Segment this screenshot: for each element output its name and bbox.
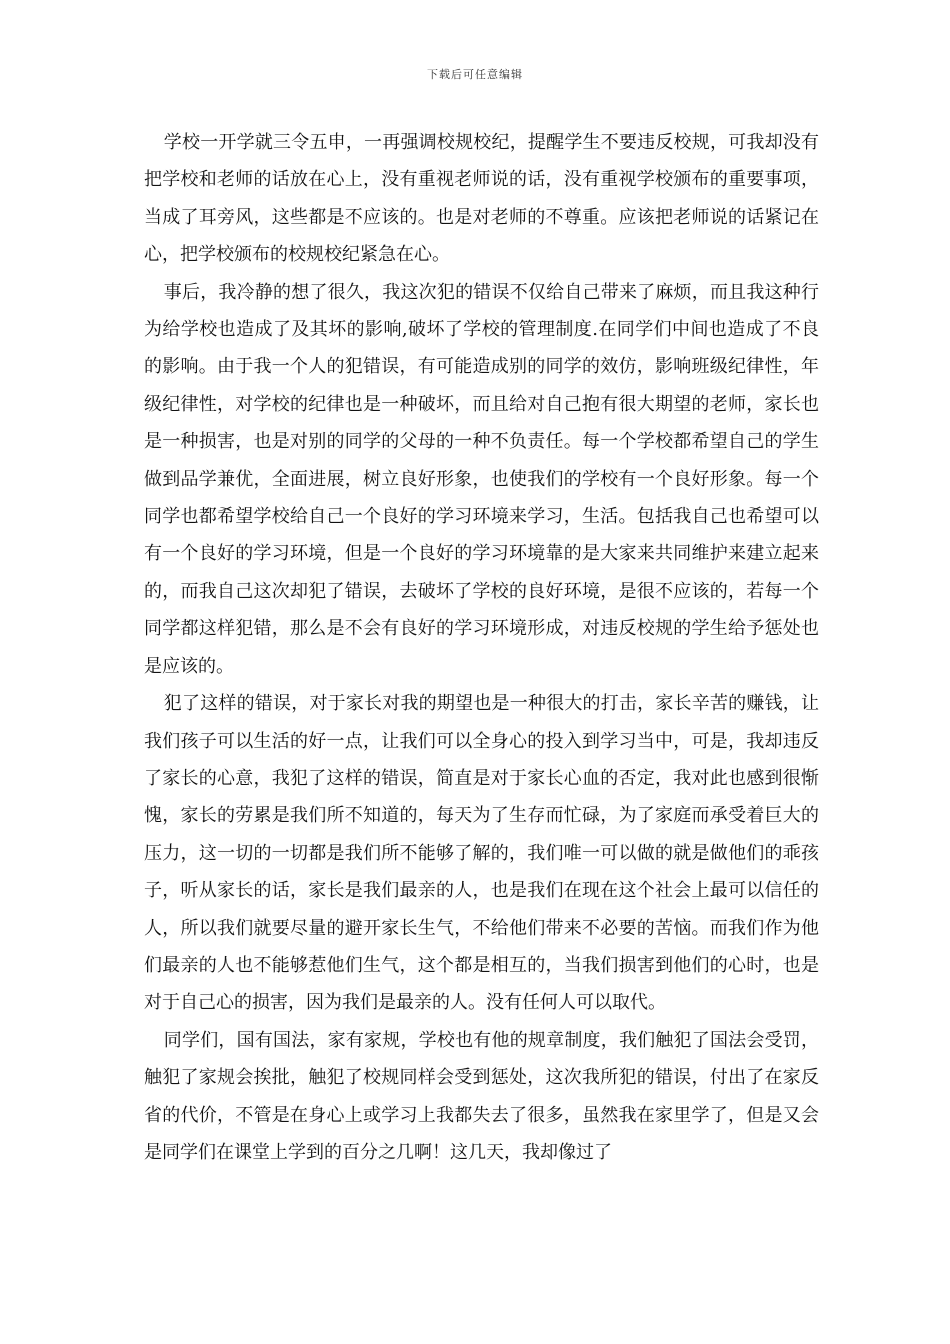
paragraph: 学校一开学就三令五申，一再强调校规校纪，提醒学生不要违反校规，可我却没有把学校和老师的话放在心上，没有重视老师说的话，没有重视学校颁布的重要事项，当成了耳旁风，这些都是不应该的。也是对老师的不尊重。应该把老师说的话紧记在心，把学校颁布的校规校纪紧急在心。 xyxy=(144,132,819,266)
paragraph: 同学们，国有国法，家有家规，学校也有他的规章制度，我们触犯了国法会受罚，触犯了家规会挨批，触犯了校规同样会受到惩处，这次我所犯的错误，付出了在家反省的代价，不管是在身心上或学习上我都失去了很多，虽然我在家里学了，但是又会是同学们在课堂上学到的百分之几啊！这几天，我却像过了 xyxy=(144,1029,819,1163)
document-body xyxy=(144,124,819,1171)
paragraph: 事后，我冷静的想了很久，我这次犯的错误不仅给自己带来了麻烦，而且我这种行为给学校也造成了及其坏的影响,破坏了学校的管理制度.在同学们中间也造成了不良的影响。由于我一个人的犯错误，有可能造成别的同学的效仿，影响班级纪律性，年级纪律性，对学校的纪律也是一种破坏，而且给对自己抱有很大期望的老师，家长也是一种损害，也是对别的同学的父母的一种不负责任。每一个学校都希望自己的学生做到品学兼优，全面进展，树立良好形象，也使我们的学校有一个良好形象。每一个同学也都希望学校给自己一个良好的学习环境来学习，生活。包括我自己也希望可以有一个良好的学习环境，但是一个良好的学习环境靠的是大家来共同维护来建立起来的，而我自己这次却犯了错误，去破坏了学校的良好环境，是很不应该的，若每一个同学都这样犯错，那么是不会有良好的学习环境形成，对违反校规的学生给予惩处也是应该的。 xyxy=(144,281,819,677)
page-header-note: 下载后可任意编辑 xyxy=(427,68,523,81)
paragraph: 犯了这样的错误，对于家长对我的期望也是一种很大的打击，家长辛苦的赚钱，让我们孩子可以生活的好一点，让我们可以全身心的投入到学习当中，可是，我却违反了家长的心意，我犯了这样的错误，简直是对于家长心血的否定，我对此也感到很惭愧，家长的劳累是我们所不知道的，每天为了生存而忙碌，为了家庭而承受着巨大的压力，这一切的一切都是我们所不能够了解的，我们唯一可以做的就是做他们的乖孩子，听从家长的话，家长是我们最亲的人，也是我们在现在这个社会上最可以信任的人，所以我们就要尽量的避开家长生气，不给他们带来不必要的苦恼。而我们作为他们最亲的人也不能够惹他们生气，这个都是相互的，当我们损害到他们的心时，也是对于自己心的损害，因为我们是最亲的人。没有任何人可以取代。 xyxy=(144,693,819,1014)
